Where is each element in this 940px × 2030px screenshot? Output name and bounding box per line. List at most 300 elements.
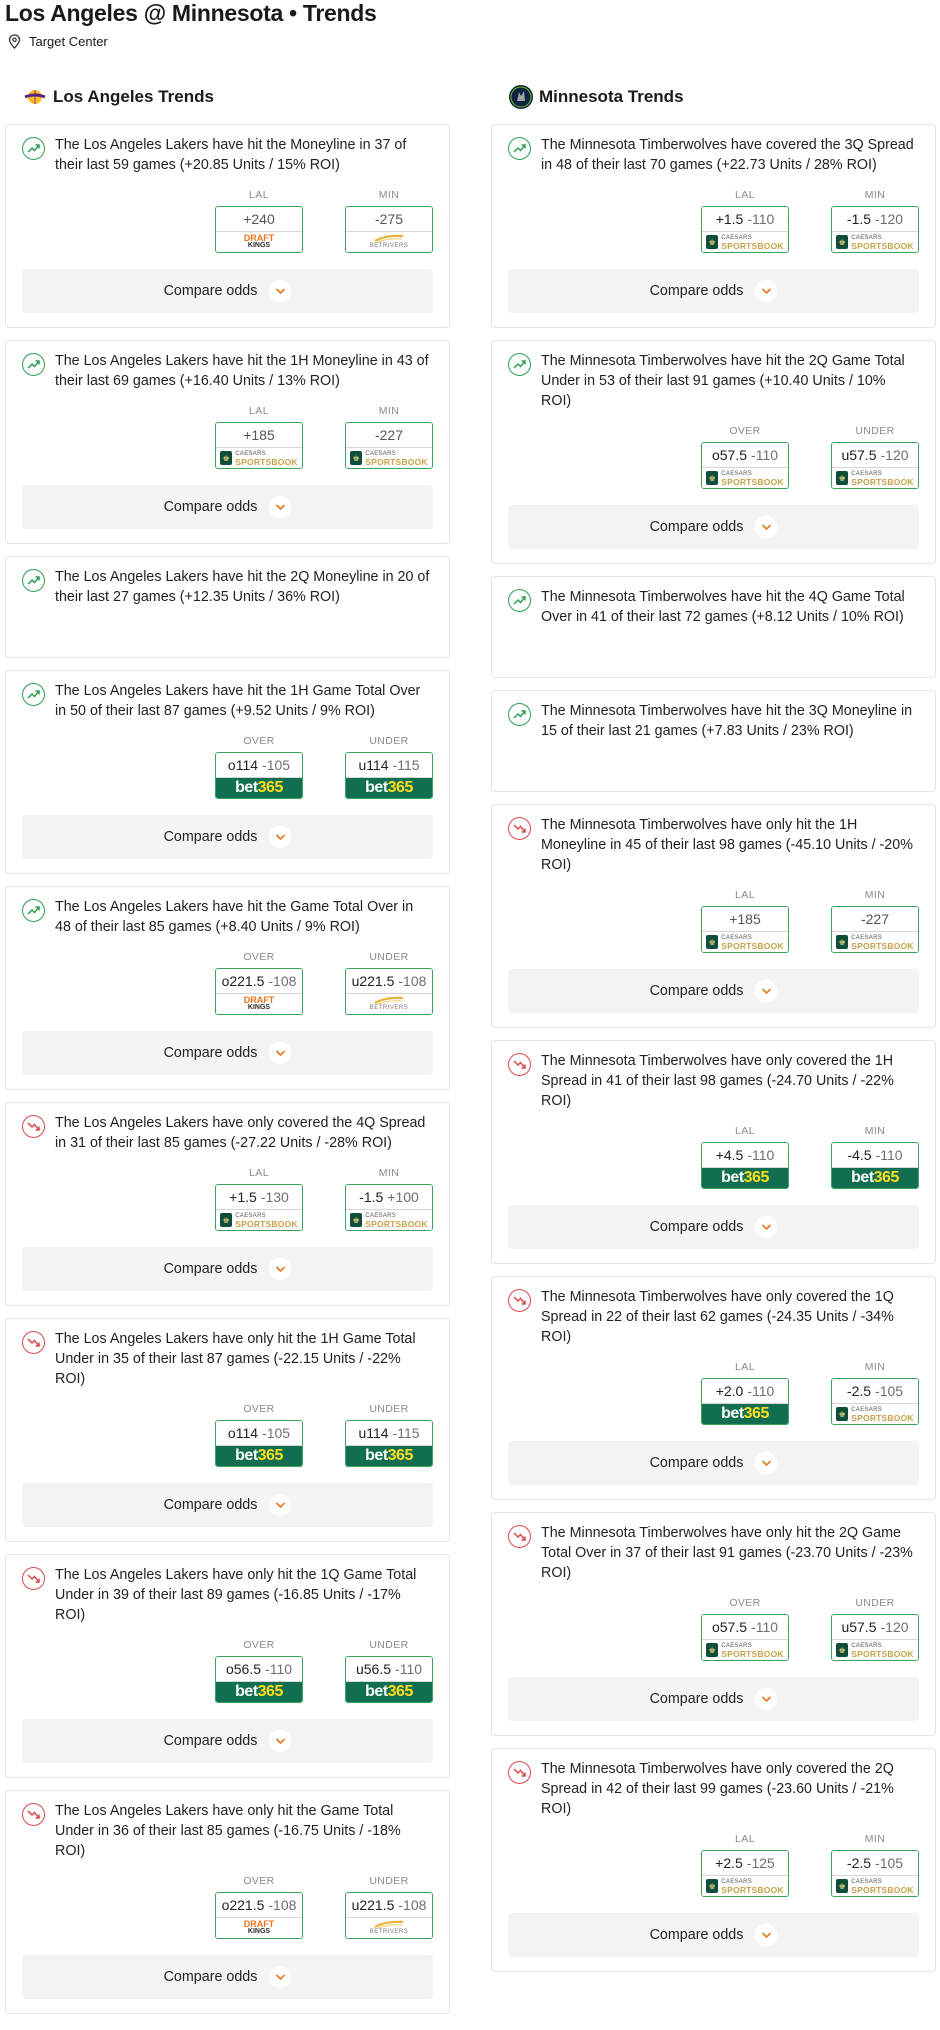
odds-button[interactable] [831, 1378, 919, 1425]
odds-button[interactable] [215, 1420, 303, 1467]
caesars-emblem-icon: ♚ [836, 1643, 848, 1657]
trend-card [491, 1512, 936, 1736]
compare-odds-button[interactable] [22, 269, 433, 313]
odds-button[interactable] [701, 1614, 789, 1661]
trending-up-icon [22, 137, 45, 160]
odds-label: LAL [735, 889, 755, 901]
caesars-sportsbook-logo: ♚ CAESARS SPORTSBOOK [706, 234, 783, 250]
sportsbook-logo [216, 231, 302, 252]
trend-text: The Los Angeles Lakers have hit the 1H Game Total Over in 50 of their last 87 games (+9.52 Units / 9% ROI) [55, 683, 421, 719]
odds-price: -120 [880, 1619, 909, 1635]
minnesota-trends-column [491, 82, 936, 1984]
sportsbook-logo [702, 1167, 788, 1188]
trend-card [491, 690, 936, 792]
odds-row [508, 1597, 919, 1661]
chevron-down-icon [269, 1258, 291, 1280]
trending-up-icon [22, 353, 45, 376]
odds-label: MIN [864, 1361, 886, 1373]
chevron-down-icon [269, 1966, 291, 1988]
trending-up-icon [22, 569, 45, 592]
odds-row [22, 735, 433, 799]
caesars-emblem-icon: ♚ [836, 471, 848, 485]
odds-label: LAL [735, 1125, 755, 1137]
odds-button[interactable] [831, 1142, 919, 1189]
odds-price: -105 [875, 1855, 904, 1871]
trending-up-icon [508, 589, 531, 612]
trend-text: The Los Angeles Lakers have hit the Moneyline in 37 of their last 59 games (+20.85 Units / 15% ROI) [55, 137, 407, 173]
odds-button[interactable] [831, 906, 919, 953]
odds-line: o57.5 [711, 1619, 748, 1635]
sportsbook-logo [216, 447, 302, 468]
odds-label: OVER [243, 735, 275, 747]
compare-odds-label: Compare odds [649, 983, 744, 999]
odds-button[interactable] [215, 1892, 303, 1939]
trend-card [491, 1748, 936, 1972]
odds-label: UNDER [369, 1403, 409, 1415]
odds-row [22, 1167, 433, 1231]
odds-line: -4.5 [847, 1147, 872, 1163]
trending-up-icon [508, 353, 531, 376]
chevron-down-icon [269, 1494, 291, 1516]
odds-price: -108 [398, 973, 427, 989]
odds-price: -115 [392, 757, 420, 773]
odds-row [508, 1125, 919, 1189]
odds-price: -110 [395, 1661, 423, 1677]
odds-row [508, 1833, 919, 1897]
odds-price: -110 [265, 1661, 293, 1677]
trending-down-icon [508, 1053, 531, 1076]
odds-price: -275 [374, 211, 404, 227]
venue-name: Target Center [29, 34, 108, 49]
odds-row [508, 189, 919, 253]
bet365-logo: bet 365 [702, 1404, 788, 1424]
sportsbook-logo [216, 993, 302, 1014]
odds-row [22, 951, 433, 1015]
sportsbook-logo [832, 1167, 918, 1188]
trend-text: The Minnesota Timberwolves have covered the 3Q Spread in 48 of their last 70 games (+22.73 Units / 28% ROI) [541, 137, 914, 173]
odds-button[interactable] [215, 422, 303, 469]
odds-price: -108 [268, 973, 297, 989]
odds-label: MIN [864, 1833, 886, 1845]
betrivers-wave-icon [369, 1920, 409, 1929]
compare-odds-label: Compare odds [163, 283, 258, 299]
compare-odds-button[interactable] [508, 269, 919, 313]
sportsbook-logo [702, 931, 788, 952]
compare-odds-button[interactable] [508, 1913, 919, 1957]
trending-up-icon [22, 899, 45, 922]
odds-price: -227 [374, 427, 404, 443]
sportsbook-logo [832, 1403, 918, 1424]
odds-line: +2.5 [715, 1855, 743, 1871]
odds-label: LAL [249, 405, 269, 417]
odds-line: o114 [227, 1425, 259, 1441]
trend-card [491, 804, 936, 1028]
odds-label: UNDER [369, 1875, 409, 1887]
betrivers-logo: BETRIVERS [369, 234, 409, 250]
column-title: Los Angeles Trends [53, 87, 214, 106]
compare-odds-button[interactable] [22, 1247, 433, 1291]
caesars-emblem-icon: ♚ [706, 1879, 718, 1893]
odds-line: u56.5 [355, 1661, 392, 1677]
odds-button[interactable] [701, 1850, 789, 1897]
draftkings-logo: DRAFT KINGS [243, 233, 275, 249]
odds-label: LAL [249, 189, 269, 201]
compare-odds-label: Compare odds [163, 829, 258, 845]
odds-button[interactable] [215, 206, 303, 253]
sportsbook-logo [216, 1681, 302, 1702]
odds-label: UNDER [369, 951, 409, 963]
odds-button[interactable] [215, 1184, 303, 1231]
odds-price: -110 [747, 211, 775, 227]
odds-line: -2.5 [846, 1855, 872, 1871]
trending-down-icon [508, 817, 531, 840]
odds-button[interactable] [345, 1420, 433, 1467]
chevron-down-icon [755, 980, 777, 1002]
caesars-emblem-icon: ♚ [706, 235, 718, 249]
odds-price: +185 [243, 427, 275, 443]
odds-button[interactable] [831, 1614, 919, 1661]
trend-text: The Minnesota Timberwolves have only hit the 1H Moneyline in 45 of their last 98 games (-45.10 Units / -20% ROI) [541, 817, 913, 873]
odds-row [22, 1875, 433, 1939]
betrivers-logo: BETRIVERS [369, 996, 409, 1012]
compare-odds-button[interactable] [508, 1441, 919, 1485]
sportsbook-logo [702, 1403, 788, 1424]
odds-button[interactable] [345, 1892, 433, 1939]
odds-button[interactable] [701, 906, 789, 953]
chevron-down-icon [269, 1042, 291, 1064]
caesars-emblem-icon: ♚ [706, 1643, 718, 1657]
caesars-sportsbook-logo: ♚ CAESARS SPORTSBOOK [350, 450, 427, 466]
compare-odds-button[interactable] [508, 969, 919, 1013]
sportsbook-logo [702, 1639, 788, 1660]
betrivers-wave-icon [369, 996, 409, 1005]
odds-row [22, 189, 433, 253]
trending-down-icon [22, 1331, 45, 1354]
odds-line: +1.5 [715, 211, 744, 227]
caesars-sportsbook-logo: ♚ CAESARS SPORTSBOOK [836, 1406, 913, 1422]
sportsbook-logo [702, 1875, 788, 1896]
odds-label: OVER [243, 951, 275, 963]
trend-card [5, 1790, 450, 2014]
odds-button[interactable] [345, 422, 433, 469]
odds-price: -120 [880, 447, 909, 463]
trend-card [491, 124, 936, 328]
compare-odds-label: Compare odds [163, 499, 258, 515]
trending-down-icon [508, 1525, 531, 1548]
bet365-logo: bet 365 [702, 1168, 788, 1188]
compare-odds-button[interactable] [508, 1205, 919, 1249]
caesars-sportsbook-logo: ♚ CAESARS SPORTSBOOK [706, 1642, 783, 1658]
caesars-emblem-icon: ♚ [836, 1407, 848, 1421]
odds-line: o57.5 [711, 447, 748, 463]
compare-odds-button[interactable] [508, 505, 919, 549]
odds-price: -110 [875, 1147, 903, 1163]
trend-text: The Minnesota Timberwolves have hit the 2Q Game Total Under in 53 of their last 91 games (+10.40 Units / 10% ROI) [541, 353, 905, 409]
trend-text: The Los Angeles Lakers have only hit the 1H Game Total Under in 35 of their last 87 games (-22.15 Units / -22% ROI) [55, 1331, 416, 1387]
sportsbook-logo [346, 447, 432, 468]
odds-label: UNDER [855, 425, 895, 437]
chevron-down-icon [755, 1452, 777, 1474]
compare-odds-button[interactable] [22, 1719, 433, 1763]
trending-down-icon [22, 1803, 45, 1826]
odds-line: +2.0 [715, 1383, 744, 1399]
bet365-logo: bet 365 [216, 778, 302, 798]
location-pin-icon [8, 34, 21, 49]
betrivers-logo: BETRIVERS [369, 1920, 409, 1936]
odds-button[interactable] [215, 752, 303, 799]
trend-card [5, 1102, 450, 1306]
bet365-logo: bet 365 [832, 1168, 918, 1188]
column-header [491, 82, 936, 112]
odds-line: u114 [358, 757, 389, 773]
compare-odds-button[interactable] [508, 1677, 919, 1721]
compare-odds-label: Compare odds [649, 519, 744, 535]
compare-odds-label: Compare odds [649, 1219, 744, 1235]
chevron-down-icon [269, 280, 291, 302]
trending-down-icon [22, 1567, 45, 1590]
bet365-logo: bet 365 [216, 1682, 302, 1702]
trend-card [5, 124, 450, 328]
odds-label: OVER [243, 1875, 275, 1887]
sportsbook-logo [216, 1917, 302, 1938]
odds-button[interactable] [701, 206, 789, 253]
odds-row [22, 1403, 433, 1467]
compare-odds-label: Compare odds [163, 1261, 258, 1277]
sportsbook-logo [832, 231, 918, 252]
trend-text: The Minnesota Timberwolves have only covered the 1H Spread in 41 of their last 98 games (-24.70 Units / -22% ROI) [541, 1053, 894, 1109]
betrivers-wave-icon [369, 234, 409, 243]
odds-price: +100 [387, 1189, 419, 1205]
odds-label: UNDER [855, 1597, 895, 1609]
trend-text: The Los Angeles Lakers have only hit the 1Q Game Total Under in 39 of their last 89 games (-16.85 Units / -17% ROI) [55, 1567, 417, 1623]
draftkings-logo: DRAFT KINGS [243, 995, 275, 1011]
venue [8, 34, 108, 49]
chevron-down-icon [755, 1688, 777, 1710]
sportsbook-logo [346, 1917, 432, 1938]
odds-button[interactable] [831, 1850, 919, 1897]
trend-text: The Minnesota Timberwolves have only covered the 1Q Spread in 22 of their last 62 games (-24.35 Units / -34% ROI) [541, 1289, 894, 1345]
odds-button[interactable] [831, 442, 919, 489]
odds-button[interactable] [345, 206, 433, 253]
odds-price: -105 [875, 1383, 904, 1399]
sportsbook-logo [832, 931, 918, 952]
odds-button[interactable] [345, 1656, 433, 1703]
caesars-sportsbook-logo: ♚ CAESARS SPORTSBOOK [836, 234, 913, 250]
odds-button[interactable] [215, 1656, 303, 1703]
trend-card [491, 1040, 936, 1264]
odds-row [508, 1361, 919, 1425]
odds-row [22, 405, 433, 469]
sportsbook-logo [216, 777, 302, 798]
compare-odds-button[interactable] [22, 1483, 433, 1527]
compare-odds-label: Compare odds [163, 1045, 258, 1061]
odds-label: MIN [864, 889, 886, 901]
chevron-down-icon [755, 280, 777, 302]
caesars-sportsbook-logo: ♚ CAESARS SPORTSBOOK [220, 1212, 297, 1228]
odds-row [22, 1639, 433, 1703]
chevron-down-icon [269, 1730, 291, 1752]
odds-price: -120 [875, 211, 904, 227]
odds-label: MIN [378, 1167, 400, 1179]
sportsbook-logo [346, 777, 432, 798]
odds-line: o221.5 [221, 1897, 265, 1913]
odds-label: UNDER [369, 1639, 409, 1651]
trend-card [5, 340, 450, 544]
draftkings-logo: DRAFT KINGS [243, 1919, 275, 1935]
odds-line: u221.5 [351, 1897, 395, 1913]
odds-price: -227 [860, 911, 890, 927]
compare-odds-button[interactable] [22, 815, 433, 859]
odds-label: OVER [243, 1639, 275, 1651]
odds-price: -110 [747, 1147, 775, 1163]
odds-line: u114 [358, 1425, 389, 1441]
odds-price: -110 [751, 447, 779, 463]
caesars-sportsbook-logo: ♚ CAESARS SPORTSBOOK [706, 1878, 783, 1894]
caesars-sportsbook-logo: ♚ CAESARS SPORTSBOOK [836, 470, 913, 486]
odds-line: -1.5 [846, 211, 872, 227]
odds-button[interactable] [345, 1184, 433, 1231]
odds-line: +1.5 [229, 1189, 257, 1205]
compare-odds-button[interactable] [22, 485, 433, 529]
lakers-logo-icon [23, 85, 47, 109]
odds-button[interactable] [215, 968, 303, 1015]
trend-text: The Minnesota Timberwolves have hit the 4Q Game Total Over in 41 of their last 72 games (+8.12 Units / 10% ROI) [541, 589, 905, 625]
odds-price: +185 [729, 911, 761, 927]
compare-odds-label: Compare odds [163, 1497, 258, 1513]
odds-price: -115 [392, 1425, 420, 1441]
odds-price: -105 [262, 1425, 291, 1441]
compare-odds-label: Compare odds [649, 1927, 744, 1943]
caesars-sportsbook-logo: ♚ CAESARS SPORTSBOOK [836, 1642, 913, 1658]
odds-button[interactable] [701, 1378, 789, 1425]
compare-odds-label: Compare odds [163, 1733, 258, 1749]
sportsbook-logo [832, 467, 918, 488]
compare-odds-label: Compare odds [649, 1691, 744, 1707]
column-header [5, 82, 450, 112]
odds-line: o56.5 [225, 1661, 262, 1677]
odds-price: -108 [398, 1897, 427, 1913]
bet365-logo: bet 365 [346, 778, 432, 798]
odds-line: -2.5 [846, 1383, 872, 1399]
trend-card [491, 340, 936, 564]
odds-label: MIN [864, 189, 886, 201]
odds-button[interactable] [345, 968, 433, 1015]
sportsbook-logo [216, 1445, 302, 1466]
odds-button[interactable] [831, 206, 919, 253]
caesars-emblem-icon: ♚ [350, 451, 362, 465]
trending-up-icon [22, 683, 45, 706]
odds-line: o221.5 [221, 973, 265, 989]
caesars-emblem-icon: ♚ [836, 935, 848, 949]
trend-card [491, 576, 936, 678]
odds-price: -105 [262, 757, 291, 773]
caesars-emblem-icon: ♚ [836, 1879, 848, 1893]
sportsbook-logo [346, 231, 432, 252]
trending-up-icon [508, 137, 531, 160]
caesars-sportsbook-logo: ♚ CAESARS SPORTSBOOK [836, 934, 913, 950]
odds-line: u57.5 [841, 1619, 877, 1635]
sportsbook-logo [832, 1875, 918, 1896]
odds-line: o114 [227, 757, 259, 773]
odds-price: +240 [243, 211, 275, 227]
odds-label: LAL [735, 189, 755, 201]
sportsbook-logo [702, 467, 788, 488]
trend-card [491, 1276, 936, 1500]
sportsbook-logo [346, 1445, 432, 1466]
bet365-logo: bet 365 [216, 1446, 302, 1466]
trend-text: The Los Angeles Lakers have hit the 1H Moneyline in 43 of their last 69 games (+16.40 Units / 13% ROI) [55, 353, 429, 389]
column-title: Minnesota Trends [539, 87, 684, 106]
caesars-emblem-icon: ♚ [836, 235, 848, 249]
caesars-sportsbook-logo: ♚ CAESARS SPORTSBOOK [836, 1878, 913, 1894]
caesars-emblem-icon: ♚ [706, 471, 718, 485]
odds-price: -130 [260, 1189, 289, 1205]
caesars-emblem-icon: ♚ [706, 935, 718, 949]
odds-button[interactable] [701, 1142, 789, 1189]
compare-odds-button[interactable] [22, 1955, 433, 1999]
trend-text: The Los Angeles Lakers have only hit the Game Total Under in 36 of their last 85 games (-16.75 Units / -18% ROI) [55, 1803, 401, 1859]
caesars-sportsbook-logo: ♚ CAESARS SPORTSBOOK [706, 470, 783, 486]
caesars-sportsbook-logo: ♚ CAESARS SPORTSBOOK [350, 1212, 427, 1228]
sportsbook-logo [702, 231, 788, 252]
odds-label: MIN [378, 405, 400, 417]
trend-card [5, 886, 450, 1090]
odds-label: OVER [729, 1597, 761, 1609]
sportsbook-logo [346, 993, 432, 1014]
trending-down-icon [508, 1289, 531, 1312]
trend-text: The Los Angeles Lakers have hit the 2Q Moneyline in 20 of their last 27 games (+12.35 Units / 36% ROI) [55, 569, 430, 605]
caesars-sportsbook-logo: ♚ CAESARS SPORTSBOOK [706, 934, 783, 950]
odds-price: -125 [746, 1855, 775, 1871]
odds-label: LAL [735, 1833, 755, 1845]
trend-card [5, 1554, 450, 1778]
chevron-down-icon [269, 826, 291, 848]
odds-price: -108 [268, 1897, 297, 1913]
odds-label: MIN [378, 189, 400, 201]
odds-label: OVER [243, 1403, 275, 1415]
sportsbook-logo [216, 1209, 302, 1230]
trend-card [5, 1318, 450, 1542]
chevron-down-icon [269, 496, 291, 518]
trending-down-icon [508, 1761, 531, 1784]
odds-line: u57.5 [841, 447, 877, 463]
trend-text: The Minnesota Timberwolves have hit the 3Q Moneyline in 15 of their last 21 games (+7.83 Units / 23% ROI) [541, 703, 913, 739]
odds-line: +4.5 [715, 1147, 744, 1163]
trending-up-icon [508, 703, 531, 726]
chevron-down-icon [755, 516, 777, 538]
bet365-logo: bet 365 [346, 1682, 432, 1702]
caesars-sportsbook-logo: ♚ CAESARS SPORTSBOOK [220, 450, 297, 466]
odds-line: -1.5 [359, 1189, 384, 1205]
trend-text: The Minnesota Timberwolves have only hit the 2Q Game Total Over in 37 of their last 91 games (-23.70 Units / -23% ROI) [541, 1525, 913, 1581]
caesars-emblem-icon: ♚ [220, 1213, 232, 1227]
chevron-down-icon [755, 1216, 777, 1238]
odds-row [508, 425, 919, 489]
caesars-emblem-icon: ♚ [350, 1213, 362, 1227]
odds-label: UNDER [369, 735, 409, 747]
odds-button[interactable] [345, 752, 433, 799]
trending-down-icon [22, 1115, 45, 1138]
sportsbook-logo [832, 1639, 918, 1660]
trend-card [5, 556, 450, 658]
bet365-logo: bet 365 [346, 1446, 432, 1466]
odds-button[interactable] [701, 442, 789, 489]
odds-label: MIN [864, 1125, 886, 1137]
compare-odds-button[interactable] [22, 1031, 433, 1075]
compare-odds-label: Compare odds [649, 283, 744, 299]
chevron-down-icon [755, 1924, 777, 1946]
trend-text: The Minnesota Timberwolves have only covered the 2Q Spread in 42 of their last 99 games (-23.60 Units / -21% ROI) [541, 1761, 894, 1817]
